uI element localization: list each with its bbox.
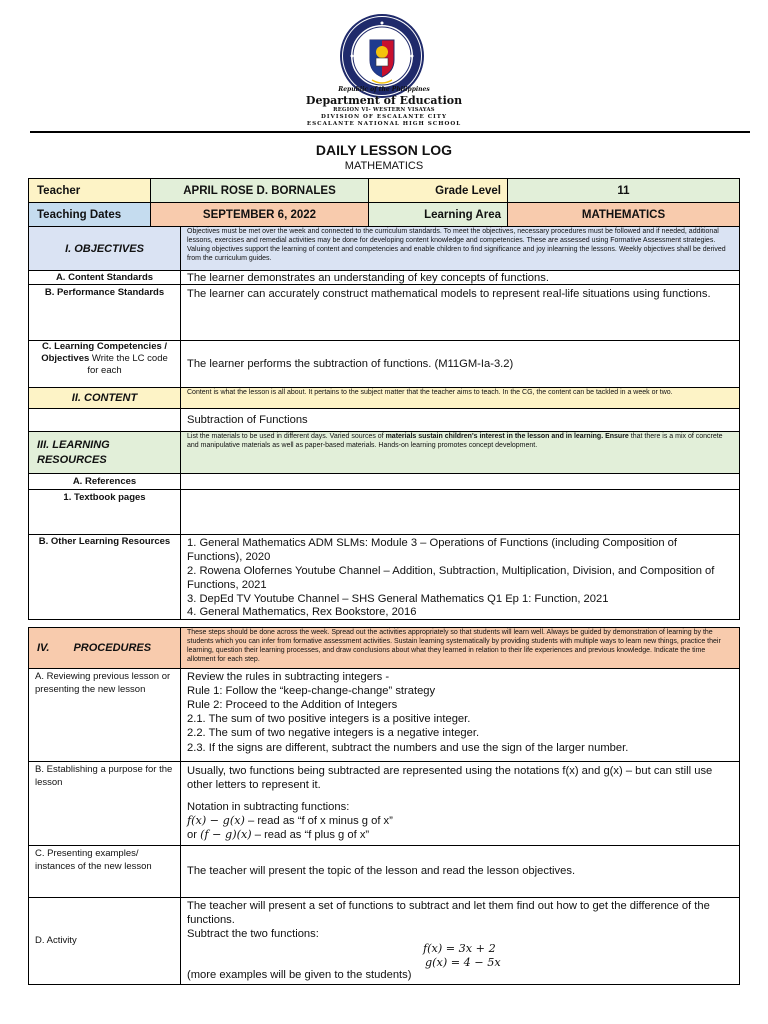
textbook-pages-label: 1. Textbook pages	[28, 489, 181, 535]
establishing-purpose-value: Usually, two functions being subtracted are represented using the notations f(x) and g(x) – but can still use other letters to represent it. Notation in subtracting functions: f(x) − g(x) – read as “f of x minus g of x” or (f − g)(x) – read as “f plus g of x”	[180, 761, 740, 846]
objectives-note: Objectives must be met over the week and connected to the curriculum standards. To meet the objectives, necessary procedures must be followed and if needed, additional lessons, exercises and remedial activities may be done for developing content knowledge and competencies. These are assessed using Formative Assessment strategies. Valuing objectives support the learning of content and competencies and enable children to find significance and joy inlearning the lessons. Weekly objectives shall be derived from the curriculum guides.	[180, 226, 740, 271]
activity-label: D. Activity	[28, 897, 181, 985]
resource-item: 2. Rowena Olofernes Youtube Channel – Addition, Subtraction, Multiplication, Division, and Composition of Functions, 2021	[187, 564, 715, 591]
textbook-pages-value	[180, 489, 740, 535]
review-line: 2.3. If the signs are different, subtract the numbers and use the sign of the larger number.	[187, 741, 629, 754]
activity-value	[180, 897, 740, 985]
procedures-heading-num: IV.	[37, 642, 50, 654]
other-resources-label: B. Other Learning Resources	[28, 534, 181, 620]
region-line: REGION VI- WESTERN VISAYAS	[333, 107, 435, 113]
procedures-heading	[28, 627, 181, 669]
learning-area-value: MATHEMATICS	[507, 202, 740, 227]
content-heading: II. CONTENT	[28, 387, 181, 409]
content-standards-value: The learner demonstrates an understanding of key concepts of functions.	[180, 270, 740, 285]
learning-resources-note: List the materials to be used in different days. Varied sources of materials sustain children's interest in the lesson and in learning. Ensure that there is a mix of concrete and manipulative materials as well as paper-based materials. Hands-on learning promotes concept development.	[180, 431, 740, 474]
competency-label-line-b: Objectives	[41, 352, 90, 364]
activity-more-note: (more examples will be given to the students)	[187, 969, 412, 982]
school-line: ESCALANTE NATIONAL HIGH SCHOOL	[306, 121, 462, 127]
grade-level-value: 11	[507, 178, 740, 203]
activity-line: Subtract the two functions:	[187, 927, 319, 940]
teacher-value: APRIL ROSE D. BORNALES	[150, 178, 369, 203]
review-line: Review the rules in subtracting integers -	[187, 671, 390, 683]
resource-item: 1. General Mathematics ADM SLMs: Module 3 – Operations of Functions (including Composition of Functions), 2020	[187, 537, 677, 563]
purpose-intro: Usually, two functions being subtracted are represented using the notations f(x) and g(x) – but can still use other letters to represent it.	[187, 765, 713, 792]
content-standards-label: A. Content Standards	[28, 270, 181, 285]
resource-item: 4. General Mathematics, Rex Bookstore, 2016	[187, 606, 417, 619]
division-line: DIVISION OF ESCALANTE CITY	[321, 114, 447, 120]
learning-resources-heading: III. LEARNING RESOURCES	[28, 431, 181, 474]
reviewing-lesson-value	[180, 668, 740, 762]
activity-equation-2: g(x) = 4 − 5x	[425, 955, 501, 969]
republic-line: Republic of the Philippines	[338, 86, 430, 93]
document-subtitle: MATHEMATICS	[344, 160, 424, 172]
content-empty-cell	[28, 408, 181, 432]
learning-area-label: Learning Area	[368, 202, 508, 227]
establishing-purpose-label: B. Establishing a purpose for the lesson	[28, 761, 181, 846]
other-resources-value	[180, 534, 740, 620]
review-line: 2.2. The sum of two negative integers is a negative integer.	[187, 727, 480, 740]
reviewing-lesson-label: A. Reviewing previous lesson or presenting the new lesson	[28, 668, 181, 762]
procedures-note: These steps should be done across the week. Spread out the activities appropriately so that students will learn well. Always be guided by demonstration of learning by the students which you can infer from formative assessment activities. Sustain learning systematically by providing students with multiple ways to learn new things, practice their learning, question their learning processes, and draw conclusions about what they learned in relation to their life experiences and previous knowledge. Indicate the time allotment for each step.	[180, 627, 740, 669]
review-line: 2.1. The sum of two positive integers is a positive integer.	[187, 713, 471, 726]
references-label: A. References	[28, 473, 181, 490]
procedures-heading-text: PROCEDURES	[73, 642, 152, 654]
purpose-equation-1: f(x) − g(x)	[187, 814, 245, 828]
review-line: Rule 2: Proceed to the Addition of Integers	[187, 699, 398, 712]
references-value	[180, 473, 740, 490]
competency-label-line-a: C. Learning Competencies /	[41, 341, 168, 352]
teaching-dates-label: Teaching Dates	[28, 202, 151, 227]
document-title: DAILY LESSON LOG	[315, 142, 453, 158]
learning-competencies-label	[28, 340, 181, 388]
teacher-label: Teacher	[28, 178, 151, 203]
performance-standards-value: The learner can accurately construct mathematical models to represent real-life situations using functions.	[180, 284, 740, 341]
presenting-examples-label: C. Presenting examples/ instances of the new lesson	[28, 845, 181, 898]
competency-label-line-c: Write the LC code for each	[87, 352, 168, 376]
content-value: Subtraction of Functions	[180, 408, 740, 432]
purpose-notation: Notation in subtracting functions:	[187, 801, 350, 814]
review-line: Rule 1: Follow the “keep-change-change” strategy	[187, 685, 436, 698]
performance-standards-label: B. Performance Standards	[28, 284, 181, 341]
teaching-dates-value: SEPTEMBER 6, 2022	[150, 202, 369, 227]
purpose-equation-2: (f − g)(x)	[200, 828, 252, 842]
activity-line: The teacher will present a set of functions to subtract and let them find out how to get the difference of the functions.	[187, 900, 710, 926]
grade-level-label: Grade Level	[368, 178, 508, 203]
header-divider	[30, 131, 750, 133]
learning-competencies-value: The learner performs the subtraction of functions. (M11GM-Ia-3.2)	[180, 340, 740, 388]
content-note: Content is what the lesson is all about. It pertains to the subject matter that the teacher aims to teach. In the CG, the content can be tackled in a week or two.	[180, 387, 740, 409]
resource-item: 3. DepEd TV Youtube Channel – SHS General Mathematics Q1 Ep 1: Function, 2021	[187, 592, 609, 605]
activity-equation-1: f(x) = 3x + 2	[423, 941, 496, 955]
objectives-heading: I. OBJECTIVES	[28, 226, 181, 271]
department-line: Department of Education	[305, 94, 463, 107]
presenting-examples-value: The teacher will present the topic of the lesson and read the lesson objectives.	[180, 845, 740, 898]
